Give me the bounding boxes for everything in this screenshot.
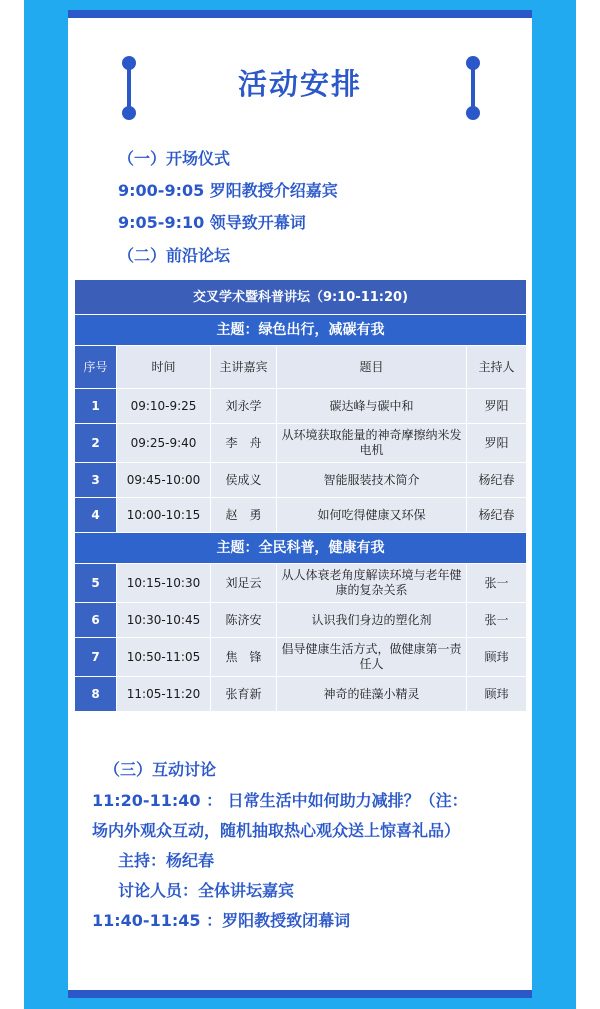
row-host: 杨纪春 <box>467 498 527 533</box>
table-row <box>75 463 527 498</box>
row-speaker: 张育新 <box>211 677 277 712</box>
row-time: 10:50-11:05 <box>117 638 211 677</box>
row-topic: 神奇的硅藻小精灵 <box>277 677 467 712</box>
row-time: 09:25-9:40 <box>117 424 211 463</box>
discussion-host: 主持：杨纪春 <box>118 851 215 870</box>
row-number: 6 <box>75 603 117 638</box>
theme-heading-2: 主题：全民科普，健康有我 <box>75 533 527 564</box>
row-host: 张一 <box>467 564 527 603</box>
table-row <box>75 389 527 424</box>
section-heading-discussion: （三）互动讨论 <box>104 760 217 779</box>
forum-schedule-table <box>74 279 527 712</box>
row-number: 7 <box>75 638 117 677</box>
row-host: 杨纪春 <box>467 463 527 498</box>
opening-item-2: 9:05-9:10 领导致开幕词 <box>118 213 306 232</box>
table-row <box>75 498 527 533</box>
row-number: 4 <box>75 498 117 533</box>
row-time: 10:15-10:30 <box>117 564 211 603</box>
page-title: 活动安排 <box>237 67 362 101</box>
row-number: 1 <box>75 389 117 424</box>
opening-item-1: 9:00-9:05 罗阳教授介绍嘉宾 <box>118 181 338 200</box>
row-speaker: 侯成义 <box>211 463 277 498</box>
row-host: 罗阳 <box>467 389 527 424</box>
row-topic: 智能服装技术简介 <box>277 463 467 498</box>
row-speaker: 李 舟 <box>211 424 277 463</box>
table-row <box>75 638 527 677</box>
section-heading-opening: （一）开场仪式 <box>118 149 231 168</box>
table-row <box>75 424 527 463</box>
forum-banner: 交叉学术暨科普讲坛（9:10-11:20) <box>75 280 527 315</box>
row-time: 09:10-9:25 <box>117 389 211 424</box>
theme-heading-1: 主题：绿色出行，减碳有我 <box>75 315 527 346</box>
row-host: 张一 <box>467 603 527 638</box>
table-row <box>75 677 527 712</box>
discussion-participants: 讨论人员：全体讲坛嘉宾 <box>118 881 295 900</box>
row-speaker: 赵 勇 <box>211 498 277 533</box>
row-time: 09:45-10:00 <box>117 463 211 498</box>
column-header-topic: 题目 <box>277 346 467 389</box>
row-host: 顾玮 <box>467 638 527 677</box>
row-speaker: 刘足云 <box>211 564 277 603</box>
table-header-row <box>75 346 527 389</box>
row-time: 10:00-10:15 <box>117 498 211 533</box>
discussion-line-2: 场内外观众互动，随机抽取热心观众送上惊喜礼品） <box>92 821 461 840</box>
row-time: 11:05-11:20 <box>117 677 211 712</box>
row-number: 2 <box>75 424 117 463</box>
discussion-line-1: 11:20-11:40 ： 日常生活中如何助力减排？（注： <box>92 791 468 810</box>
column-header-speaker: 主讲嘉宾 <box>211 346 277 389</box>
row-number: 8 <box>75 677 117 712</box>
row-time: 10:30-10:45 <box>117 603 211 638</box>
row-number: 5 <box>75 564 117 603</box>
row-speaker: 陈济安 <box>211 603 277 638</box>
row-topic: 倡导健康生活方式，做健康第一责任人 <box>277 638 467 677</box>
row-topic: 从环境获取能量的神奇摩擦纳米发电机 <box>277 424 467 463</box>
table-row <box>75 603 527 638</box>
row-speaker: 焦 锋 <box>211 638 277 677</box>
row-host: 罗阳 <box>467 424 527 463</box>
column-header-no: 序号 <box>75 346 117 389</box>
row-topic: 如何吃得健康又环保 <box>277 498 467 533</box>
section-heading-forum: （二）前沿论坛 <box>118 246 231 265</box>
row-speaker: 刘永学 <box>211 389 277 424</box>
row-topic: 碳达峰与碳中和 <box>277 389 467 424</box>
row-topic: 认识我们身边的塑化剂 <box>277 603 467 638</box>
row-host: 顾玮 <box>467 677 527 712</box>
closing-item: 11:40-11:45 ：罗阳教授致闭幕词 <box>92 911 351 930</box>
column-header-host: 主持人 <box>467 346 527 389</box>
row-topic: 从人体衰老角度解读环境与老年健康的复杂关系 <box>277 564 467 603</box>
column-header-time: 时间 <box>117 346 211 389</box>
row-number: 3 <box>75 463 117 498</box>
table-row <box>75 564 527 603</box>
